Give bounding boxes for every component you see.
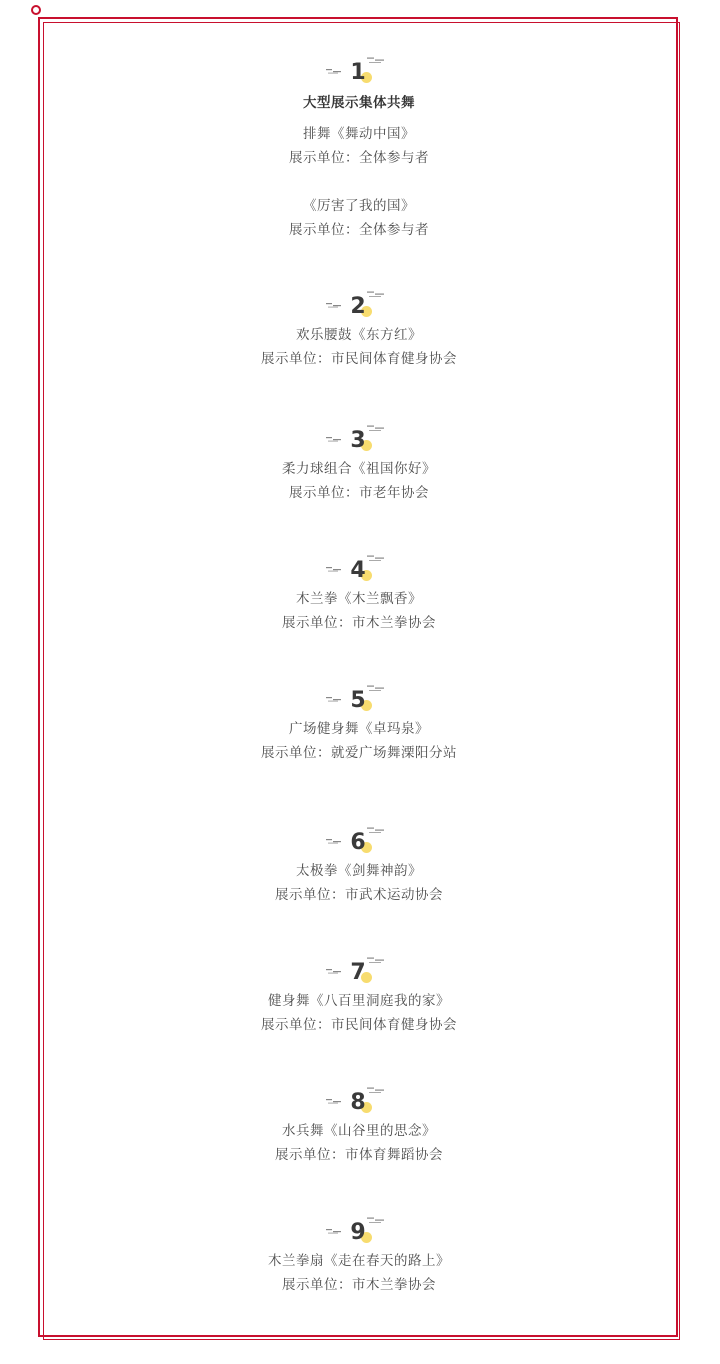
performance-unit: 展示单位：市木兰拳协会 bbox=[282, 615, 436, 631]
performance-unit: 展示单位：市民间体育健身协会 bbox=[261, 351, 457, 367]
number-badge bbox=[324, 425, 394, 457]
item-number: 7 bbox=[350, 960, 366, 985]
number-badge bbox=[324, 957, 394, 989]
item-number: 8 bbox=[350, 1090, 366, 1115]
performance-title: 木兰拳扇《走在春天的路上》 bbox=[268, 1253, 450, 1269]
item-number: 9 bbox=[350, 1220, 366, 1245]
number-badge bbox=[324, 291, 394, 323]
performance-title: 水兵舞《山谷里的思念》 bbox=[282, 1123, 436, 1139]
item-number: 3 bbox=[350, 428, 366, 453]
program-item-7 bbox=[43, 957, 675, 1037]
program-item-1 bbox=[43, 57, 675, 242]
item-number: 2 bbox=[350, 294, 366, 319]
dash-lines-icon bbox=[326, 566, 342, 572]
program-item-2 bbox=[43, 291, 675, 371]
dash-lines-icon bbox=[326, 696, 342, 702]
performance-title: 《厉害了我的国》 bbox=[303, 198, 415, 214]
program-item-3 bbox=[43, 425, 675, 505]
performance-title: 欢乐腰鼓《东方红》 bbox=[296, 327, 422, 343]
corner-ring-icon bbox=[31, 5, 41, 15]
item-number: 1 bbox=[350, 60, 366, 85]
dash-lines-icon bbox=[326, 1098, 342, 1104]
performance-title: 木兰拳《木兰飘香》 bbox=[296, 591, 422, 607]
performance-unit: 展示单位：市老年协会 bbox=[289, 485, 429, 501]
performance-title: 柔力球组合《祖国你好》 bbox=[282, 461, 436, 477]
dash-lines-icon bbox=[326, 1228, 342, 1234]
item-number: 5 bbox=[350, 688, 366, 713]
number-badge bbox=[324, 57, 394, 89]
dash-lines-icon bbox=[326, 302, 342, 308]
performance-unit: 展示单位：市武术运动协会 bbox=[275, 887, 443, 903]
dash-lines-icon bbox=[326, 968, 342, 974]
number-badge bbox=[324, 1217, 394, 1249]
number-badge bbox=[324, 555, 394, 587]
section-heading: 大型展示集体共舞 bbox=[303, 95, 415, 111]
performance-title: 太极拳《剑舞神韵》 bbox=[296, 863, 422, 879]
item-number: 6 bbox=[350, 830, 366, 855]
performance-unit: 展示单位：市体育舞蹈协会 bbox=[275, 1147, 443, 1163]
program-item-5 bbox=[43, 685, 675, 765]
item-number: 4 bbox=[350, 558, 366, 583]
performance-unit: 展示单位：市民间体育健身协会 bbox=[261, 1017, 457, 1033]
program-item-8 bbox=[43, 1087, 675, 1167]
performance-unit: 展示单位：全体参与者 bbox=[289, 222, 429, 238]
performance-title: 健身舞《八百里洞庭我的家》 bbox=[268, 993, 450, 1009]
program-item-4 bbox=[43, 555, 675, 635]
dash-lines-icon bbox=[326, 68, 342, 74]
number-badge bbox=[324, 827, 394, 859]
dash-lines-icon bbox=[326, 838, 342, 844]
performance-title: 广场健身舞《卓玛泉》 bbox=[289, 721, 429, 737]
performance-unit: 展示单位：全体参与者 bbox=[289, 150, 429, 166]
performance-title: 排舞《舞动中国》 bbox=[303, 126, 415, 142]
number-badge bbox=[324, 685, 394, 717]
program-item-9 bbox=[43, 1217, 675, 1297]
performance-unit: 展示单位：就爱广场舞溧阳分站 bbox=[261, 745, 457, 761]
number-badge bbox=[324, 1087, 394, 1119]
dash-lines-icon bbox=[326, 436, 342, 442]
program-item-6 bbox=[43, 827, 675, 907]
performance-unit: 展示单位：市木兰拳协会 bbox=[282, 1277, 436, 1293]
